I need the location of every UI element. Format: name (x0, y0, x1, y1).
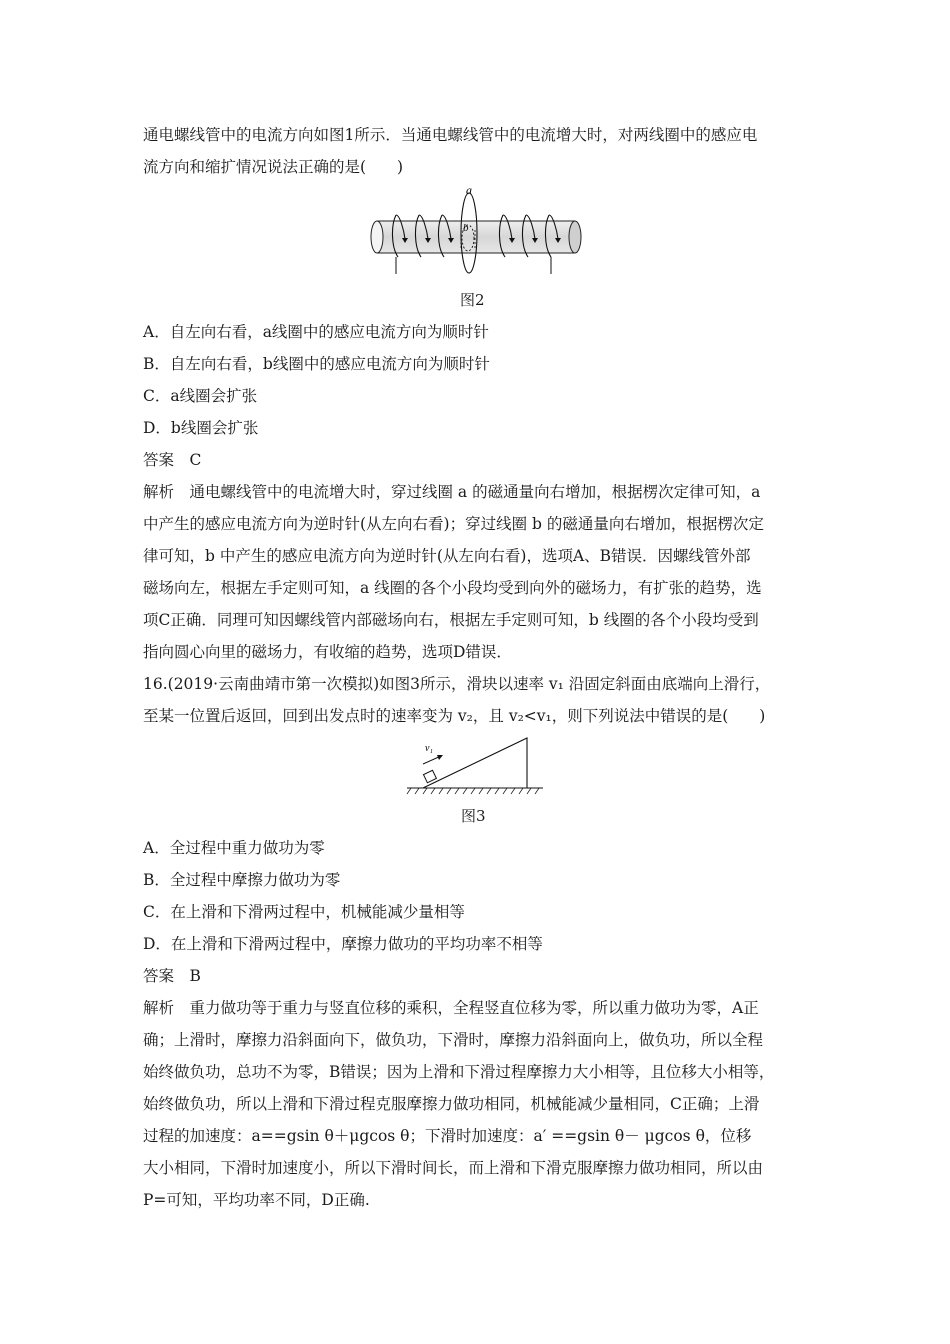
q16-option-b: B．全过程中摩擦力做功为零 (143, 871, 341, 889)
figure-3-incline-diagram (405, 736, 545, 798)
q15-analysis-line-6: 指向圆心向里的磁场力，有收缩的趋势，选项D错误． (143, 643, 512, 661)
q16-analysis-line-3: 始终做负功，总功不为零，B错误；因为上滑和下滑过程摩擦力大小相等，且位移大小相等， (143, 1063, 775, 1081)
figure-2-solenoid-diagram (360, 185, 600, 277)
q16-analysis-line-6: 大小相同，下滑时加速度小，所以下滑时间长，而上滑和下滑克服摩擦力做功相同，所以由 (143, 1159, 764, 1177)
v1-label: v₁ (425, 743, 433, 754)
q15-analysis-line-4: 磁场向左，根据左手定则可知，a 线圈的各个小段均受到向外的磁场力，有扩张的趋势，选 (143, 579, 762, 597)
q16-option-d: D．在上滑和下滑两过程中，摩擦力做功的平均功率不相等 (143, 935, 543, 953)
q16-stem-line-1: 16.(2019·云南曲靖市第一次模拟)如图3所示，滑块以速率 v₁ 沿固定斜面由底端向上滑行， (143, 675, 771, 693)
q15-analysis-line-3: 律可知，b 中产生的感应电流方向为逆时针(从左向右看)，选项A、B错误．因螺线管外部 (143, 547, 751, 565)
q15-analysis-line-2: 中产生的感应电流方向为逆时针(从左向右看)；穿过线圈 b 的磁通量向右增加，根据楞次定 (143, 515, 764, 533)
q16-analysis-line-2: 确；上滑时，摩擦力沿斜面向下，做负功，下滑时，摩擦力沿斜面向上，做负功，所以全程 (143, 1031, 764, 1049)
intro-line-2: 流方向和缩扩情况说法正确的是( ) (143, 158, 404, 176)
q16-analysis-line-1: 解析 重力做功等于重力与竖直位移的乘积，全程竖直位移为零，所以重力做功为零，A正 (143, 999, 759, 1017)
q16-analysis-line-5: 过程的加速度：a==gsin θ＋μgcos θ；下滑时加速度：a′ ==gsin θ－ μgcos θ，位移 (143, 1127, 752, 1145)
coil-a-label: a (466, 185, 472, 197)
figure-2-caption: 图2 (460, 291, 485, 309)
q15-option-b: B．自左向右看，b线圈中的感应电流方向为顺时针 (143, 355, 490, 373)
q16-option-c: C．在上滑和下滑两过程中，机械能减少量相等 (143, 903, 465, 921)
q16-analysis-line-4: 始终做负功，所以上滑和下滑过程克服摩擦力做功相同，机械能减少量相同，C正确；上滑 (143, 1095, 760, 1113)
q15-analysis-line-1: 解析 通电螺线管中的电流增大时，穿过线圈 a 的磁通量向右增加，根据楞次定律可知，a (143, 483, 761, 501)
coil-b-label: b (463, 222, 469, 234)
q15-option-a: A．自左向右看，a线圈中的感应电流方向为顺时针 (143, 323, 489, 341)
intro-line-1: 通电螺线管中的电流方向如图1所示．当通电螺线管中的电流增大时，对两线圈中的感应电 (143, 126, 758, 144)
q16-analysis-line-7: P=可知，平均功率不同，D正确. (143, 1191, 370, 1209)
q16-stem-line-2: 至某一位置后返回，回到出发点时的速率变为 v₂，且 v₂<v₁，则下列说法中错误的是( ) (143, 707, 766, 725)
q15-option-c: C．a线圈会扩张 (143, 387, 258, 405)
q15-option-d: D．b线圈会扩张 (143, 419, 259, 437)
q16-option-a: A．全过程中重力做功为零 (143, 839, 325, 857)
q16-answer: 答案 B (143, 967, 201, 985)
q15-answer: 答案 C (143, 451, 202, 469)
q15-analysis-line-5: 项C正确．同理可知因螺线管内部磁场向右，根据左手定则可知，b 线圈的各个小段均受到 (143, 611, 759, 629)
figure-3-caption: 图3 (461, 807, 486, 825)
